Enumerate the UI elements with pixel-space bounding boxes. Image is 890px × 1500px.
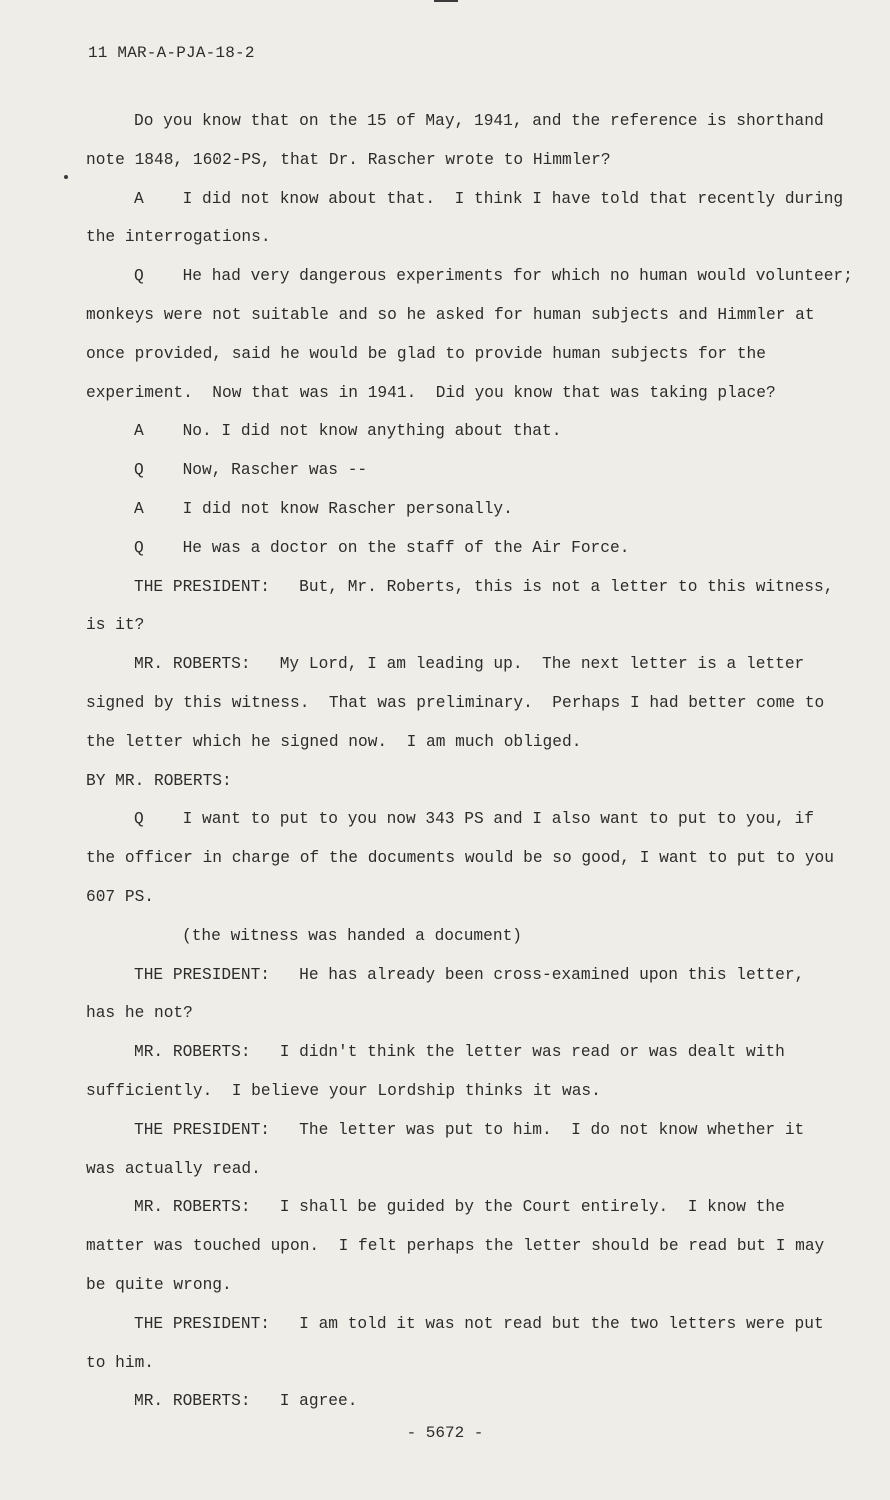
transcript-line: is it? bbox=[86, 616, 145, 635]
transcript-line: was actually read. bbox=[86, 1159, 261, 1178]
transcript-line: MR. ROBERTS: I shall be guided by the Court entirely. I know the bbox=[134, 1198, 785, 1217]
transcript-line: Q Now, Rascher was -- bbox=[134, 461, 368, 480]
transcript-line: (the witness was handed a document) bbox=[182, 926, 522, 945]
transcript-line: MR. ROBERTS: I didn't think the letter was read or was dealt with bbox=[134, 1043, 785, 1062]
transcript-line: Q He was a doctor on the staff of the Air Force. bbox=[134, 538, 630, 557]
transcript-line: the interrogations. bbox=[86, 228, 271, 247]
transcript-line: signed by this witness. That was preliminary. Perhaps I had better come to bbox=[86, 693, 825, 712]
transcript-line: THE PRESIDENT: But, Mr. Roberts, this is not a letter to this witness, bbox=[134, 577, 834, 596]
transcript-line: THE PRESIDENT: I am told it was not read but the two letters were put bbox=[134, 1314, 824, 1333]
transcript-line: THE PRESIDENT: He has already been cross-examined upon this letter, bbox=[134, 965, 805, 984]
page-number: - 5672 - bbox=[406, 1424, 484, 1442]
transcript-line: Do you know that on the 15 of May, 1941, and the reference is shorthand bbox=[134, 112, 824, 130]
transcript-line: MR. ROBERTS: My Lord, I am leading up. The next letter is a letter bbox=[134, 655, 805, 674]
transcript-line: the letter which he signed now. I am much obliged. bbox=[86, 732, 582, 751]
transcript-line: has he not? bbox=[86, 1004, 193, 1023]
transcript-line: the officer in charge of the documents would be so good, I want to put to you bbox=[86, 849, 834, 868]
transcript-line: THE PRESIDENT: The letter was put to him. I do not know whether it bbox=[134, 1120, 805, 1139]
transcript-line: sufficiently. I believe your Lordship thinks it was. bbox=[86, 1081, 601, 1100]
margin-dot bbox=[64, 175, 68, 179]
transcript-line: monkeys were not suitable and so he asked for human subjects and Himmler at bbox=[86, 305, 815, 324]
transcript-line: experiment. Now that was in 1941. Did you know that was taking place? bbox=[86, 383, 776, 402]
transcript-line: Q He had very dangerous experiments for which no human would volunteer; bbox=[134, 267, 853, 286]
transcript-line: MR. ROBERTS: I agree. bbox=[134, 1392, 358, 1411]
top-edge-mark bbox=[434, 0, 458, 2]
transcript-line: to him. bbox=[86, 1353, 154, 1372]
transcript-line: A I did not know about that. I think I have told that recently during bbox=[134, 189, 844, 208]
transcript-line: BY MR. ROBERTS: bbox=[86, 771, 232, 790]
transcript-body bbox=[86, 102, 853, 1421]
transcript-line: be quite wrong. bbox=[86, 1275, 232, 1294]
transcript-line: once provided, said he would be glad to provide human subjects for the bbox=[86, 344, 766, 363]
document-header: 11 MAR-A-PJA-18-2 bbox=[88, 44, 255, 62]
transcript-line: 607 PS. bbox=[86, 887, 154, 906]
transcript-line: matter was touched upon. I felt perhaps the letter should be read but I may bbox=[86, 1237, 825, 1256]
transcript-line: note 1848, 1602-PS, that Dr. Rascher wrote to Himmler? bbox=[86, 150, 611, 169]
transcript-line: Q I want to put to you now 343 PS and I also want to put to you, if bbox=[134, 810, 814, 829]
transcript-line: A I did not know Rascher personally. bbox=[134, 499, 513, 518]
transcript-line: A No. I did not know anything about that. bbox=[134, 422, 562, 441]
